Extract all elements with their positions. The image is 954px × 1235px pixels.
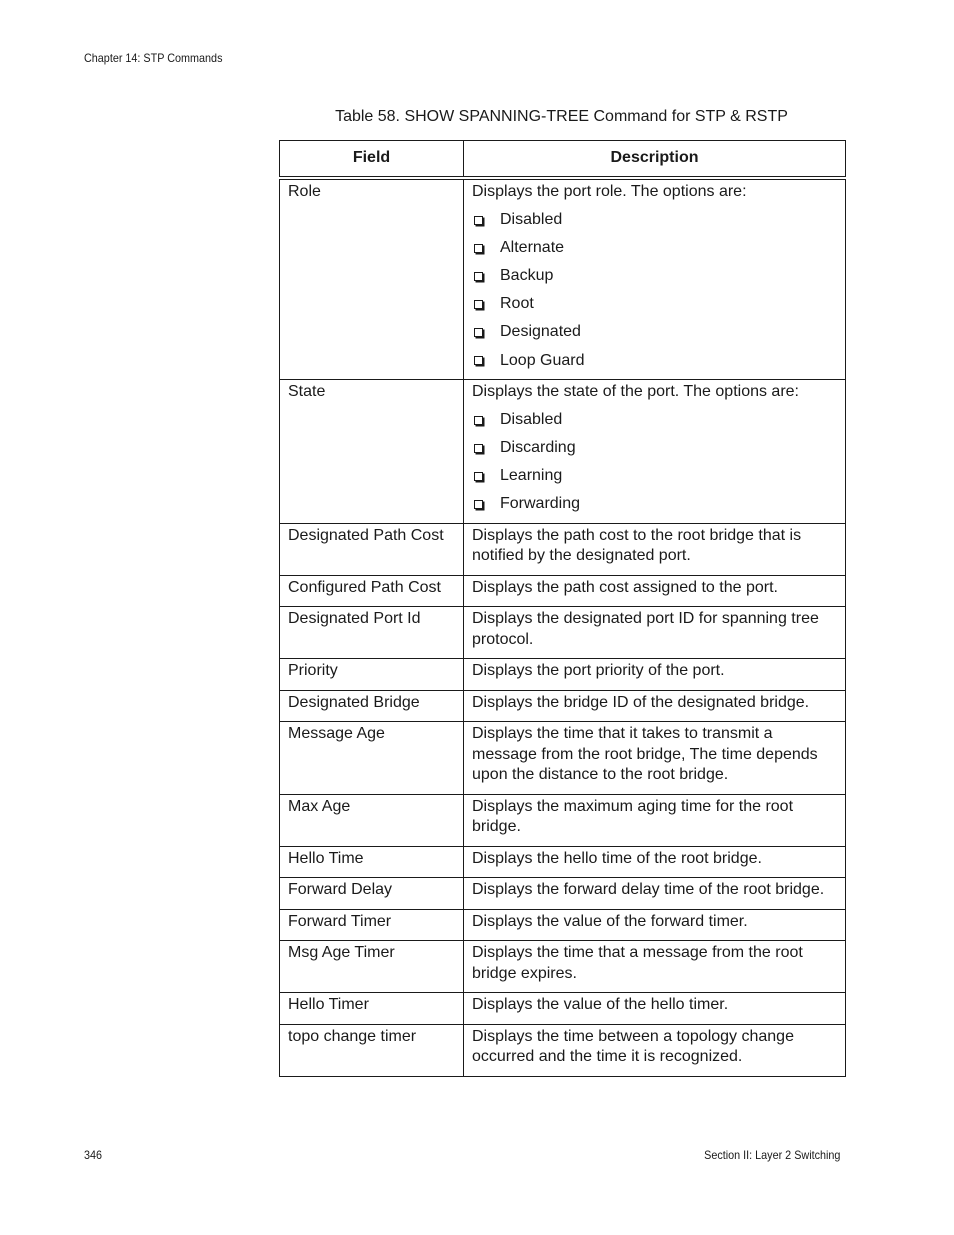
description-text: Displays the designated port ID for spanning tree protocol. [472, 610, 819, 648]
checkbox-bullet-icon [474, 416, 483, 425]
table-header-row [280, 141, 846, 179]
description-text: Displays the port role. The options are: [472, 183, 747, 200]
table-row [280, 722, 846, 795]
table-row [280, 1024, 846, 1076]
description-cell [464, 722, 846, 795]
option-item [472, 410, 839, 431]
description-text: Displays the time that it takes to transmit a message from the root bridge, The time depends upon the distance to the root bridge. [472, 725, 818, 784]
table-row [280, 607, 846, 659]
table-row [280, 575, 846, 607]
table-body [280, 178, 846, 1076]
description-cell [464, 878, 846, 910]
description-cell [464, 178, 846, 380]
table-row [280, 993, 846, 1025]
description-text: Displays the path cost to the root bridge that is notified by the designated port. [472, 526, 802, 565]
option-list [472, 410, 839, 515]
option-label: Loop Guard [500, 351, 585, 369]
description-text: Displays the path cost assigned to the port. [472, 578, 778, 596]
checkbox-bullet-icon [474, 444, 483, 453]
field-cell: Forward Delay [280, 878, 464, 910]
table-row [280, 878, 846, 910]
table-caption: Table 58. SHOW SPANNING-TREE Command for STP & RSTP [335, 108, 788, 125]
option-label: Forwarding [500, 495, 581, 513]
description-cell [464, 794, 846, 846]
column-header-field: Field [280, 141, 464, 179]
description-cell [464, 523, 846, 575]
field-cell: Role [280, 178, 464, 380]
option-item [472, 322, 839, 343]
description-cell [464, 659, 846, 691]
option-label: Disabled [500, 211, 563, 229]
checkbox-bullet-icon [474, 472, 483, 481]
description-text: Displays the bridge ID of the designated bridge. [472, 693, 810, 711]
checkbox-bullet-icon [474, 272, 483, 281]
table-row [280, 523, 846, 575]
option-label: Alternate [500, 239, 565, 257]
description-text: Displays the maximum aging time for the root bridge. [472, 797, 794, 836]
field-cell: Configured Path Cost [280, 575, 464, 607]
field-cell: Designated Bridge [280, 690, 464, 722]
checkbox-bullet-icon [474, 328, 483, 337]
description-cell [464, 607, 846, 659]
description-cell [464, 1024, 846, 1076]
option-label: Designated [500, 323, 581, 341]
checkbox-bullet-icon [474, 300, 483, 309]
table-row [280, 794, 846, 846]
option-item [472, 266, 839, 287]
option-item [472, 238, 839, 259]
option-label: Root [500, 295, 534, 313]
field-cell: Message Age [280, 722, 464, 795]
column-header-description: Description [464, 141, 846, 179]
checkbox-bullet-icon [474, 216, 483, 225]
field-cell: Designated Path Cost [280, 523, 464, 575]
option-label: Discarding [500, 439, 576, 457]
option-item [472, 438, 839, 459]
description-text: Displays the time that a message from the root bridge expires. [472, 944, 803, 982]
field-cell: Priority [280, 659, 464, 691]
field-cell: Forward Timer [280, 909, 464, 941]
table-row [280, 846, 846, 878]
checkbox-bullet-icon [474, 244, 483, 253]
option-item [472, 466, 839, 487]
field-cell: topo change timer [280, 1024, 464, 1076]
table-row [280, 380, 846, 524]
description-cell [464, 690, 846, 722]
description-text: Displays the hello time of the root bridge. [472, 849, 762, 867]
description-text: Displays the time between a topology change occurred and the time it is recognized. [472, 1027, 794, 1066]
option-label: Backup [500, 267, 554, 285]
option-item [472, 294, 839, 315]
description-text: Displays the value of the hello timer. [472, 996, 729, 1014]
option-label: Learning [500, 467, 563, 485]
field-cell: Msg Age Timer [280, 941, 464, 993]
field-cell: Hello Timer [280, 993, 464, 1025]
description-cell [464, 575, 846, 607]
checkbox-bullet-icon [474, 500, 483, 509]
description-cell [464, 846, 846, 878]
description-text: Displays the state of the port. The options are: [472, 383, 799, 401]
description-text: Displays the port priority of the port. [472, 662, 725, 680]
option-list [472, 210, 839, 371]
table-row [280, 941, 846, 993]
field-cell: Max Age [280, 794, 464, 846]
field-description-table [279, 140, 846, 1077]
page-number: 346 [84, 1148, 103, 1162]
option-item [472, 351, 839, 372]
option-label: Disabled [500, 411, 563, 429]
description-text: Displays the value of the forward timer. [472, 912, 748, 930]
field-cell: Hello Time [280, 846, 464, 878]
description-cell [464, 909, 846, 941]
section-footer: Section II: Layer 2 Switching [703, 1148, 840, 1162]
table-row [280, 659, 846, 691]
table-row [280, 909, 846, 941]
description-text: Displays the forward delay time of the root bridge. [472, 881, 825, 899]
description-cell [464, 941, 846, 993]
field-cell: Designated Port Id [280, 607, 464, 659]
description-cell [464, 380, 846, 524]
option-item [472, 494, 839, 515]
running-header: Chapter 14: STP Commands [84, 51, 223, 65]
field-cell: State [280, 380, 464, 524]
option-item [472, 210, 839, 231]
table-row [280, 178, 846, 380]
description-cell [464, 993, 846, 1025]
checkbox-bullet-icon [474, 356, 483, 365]
table-row [280, 690, 846, 722]
